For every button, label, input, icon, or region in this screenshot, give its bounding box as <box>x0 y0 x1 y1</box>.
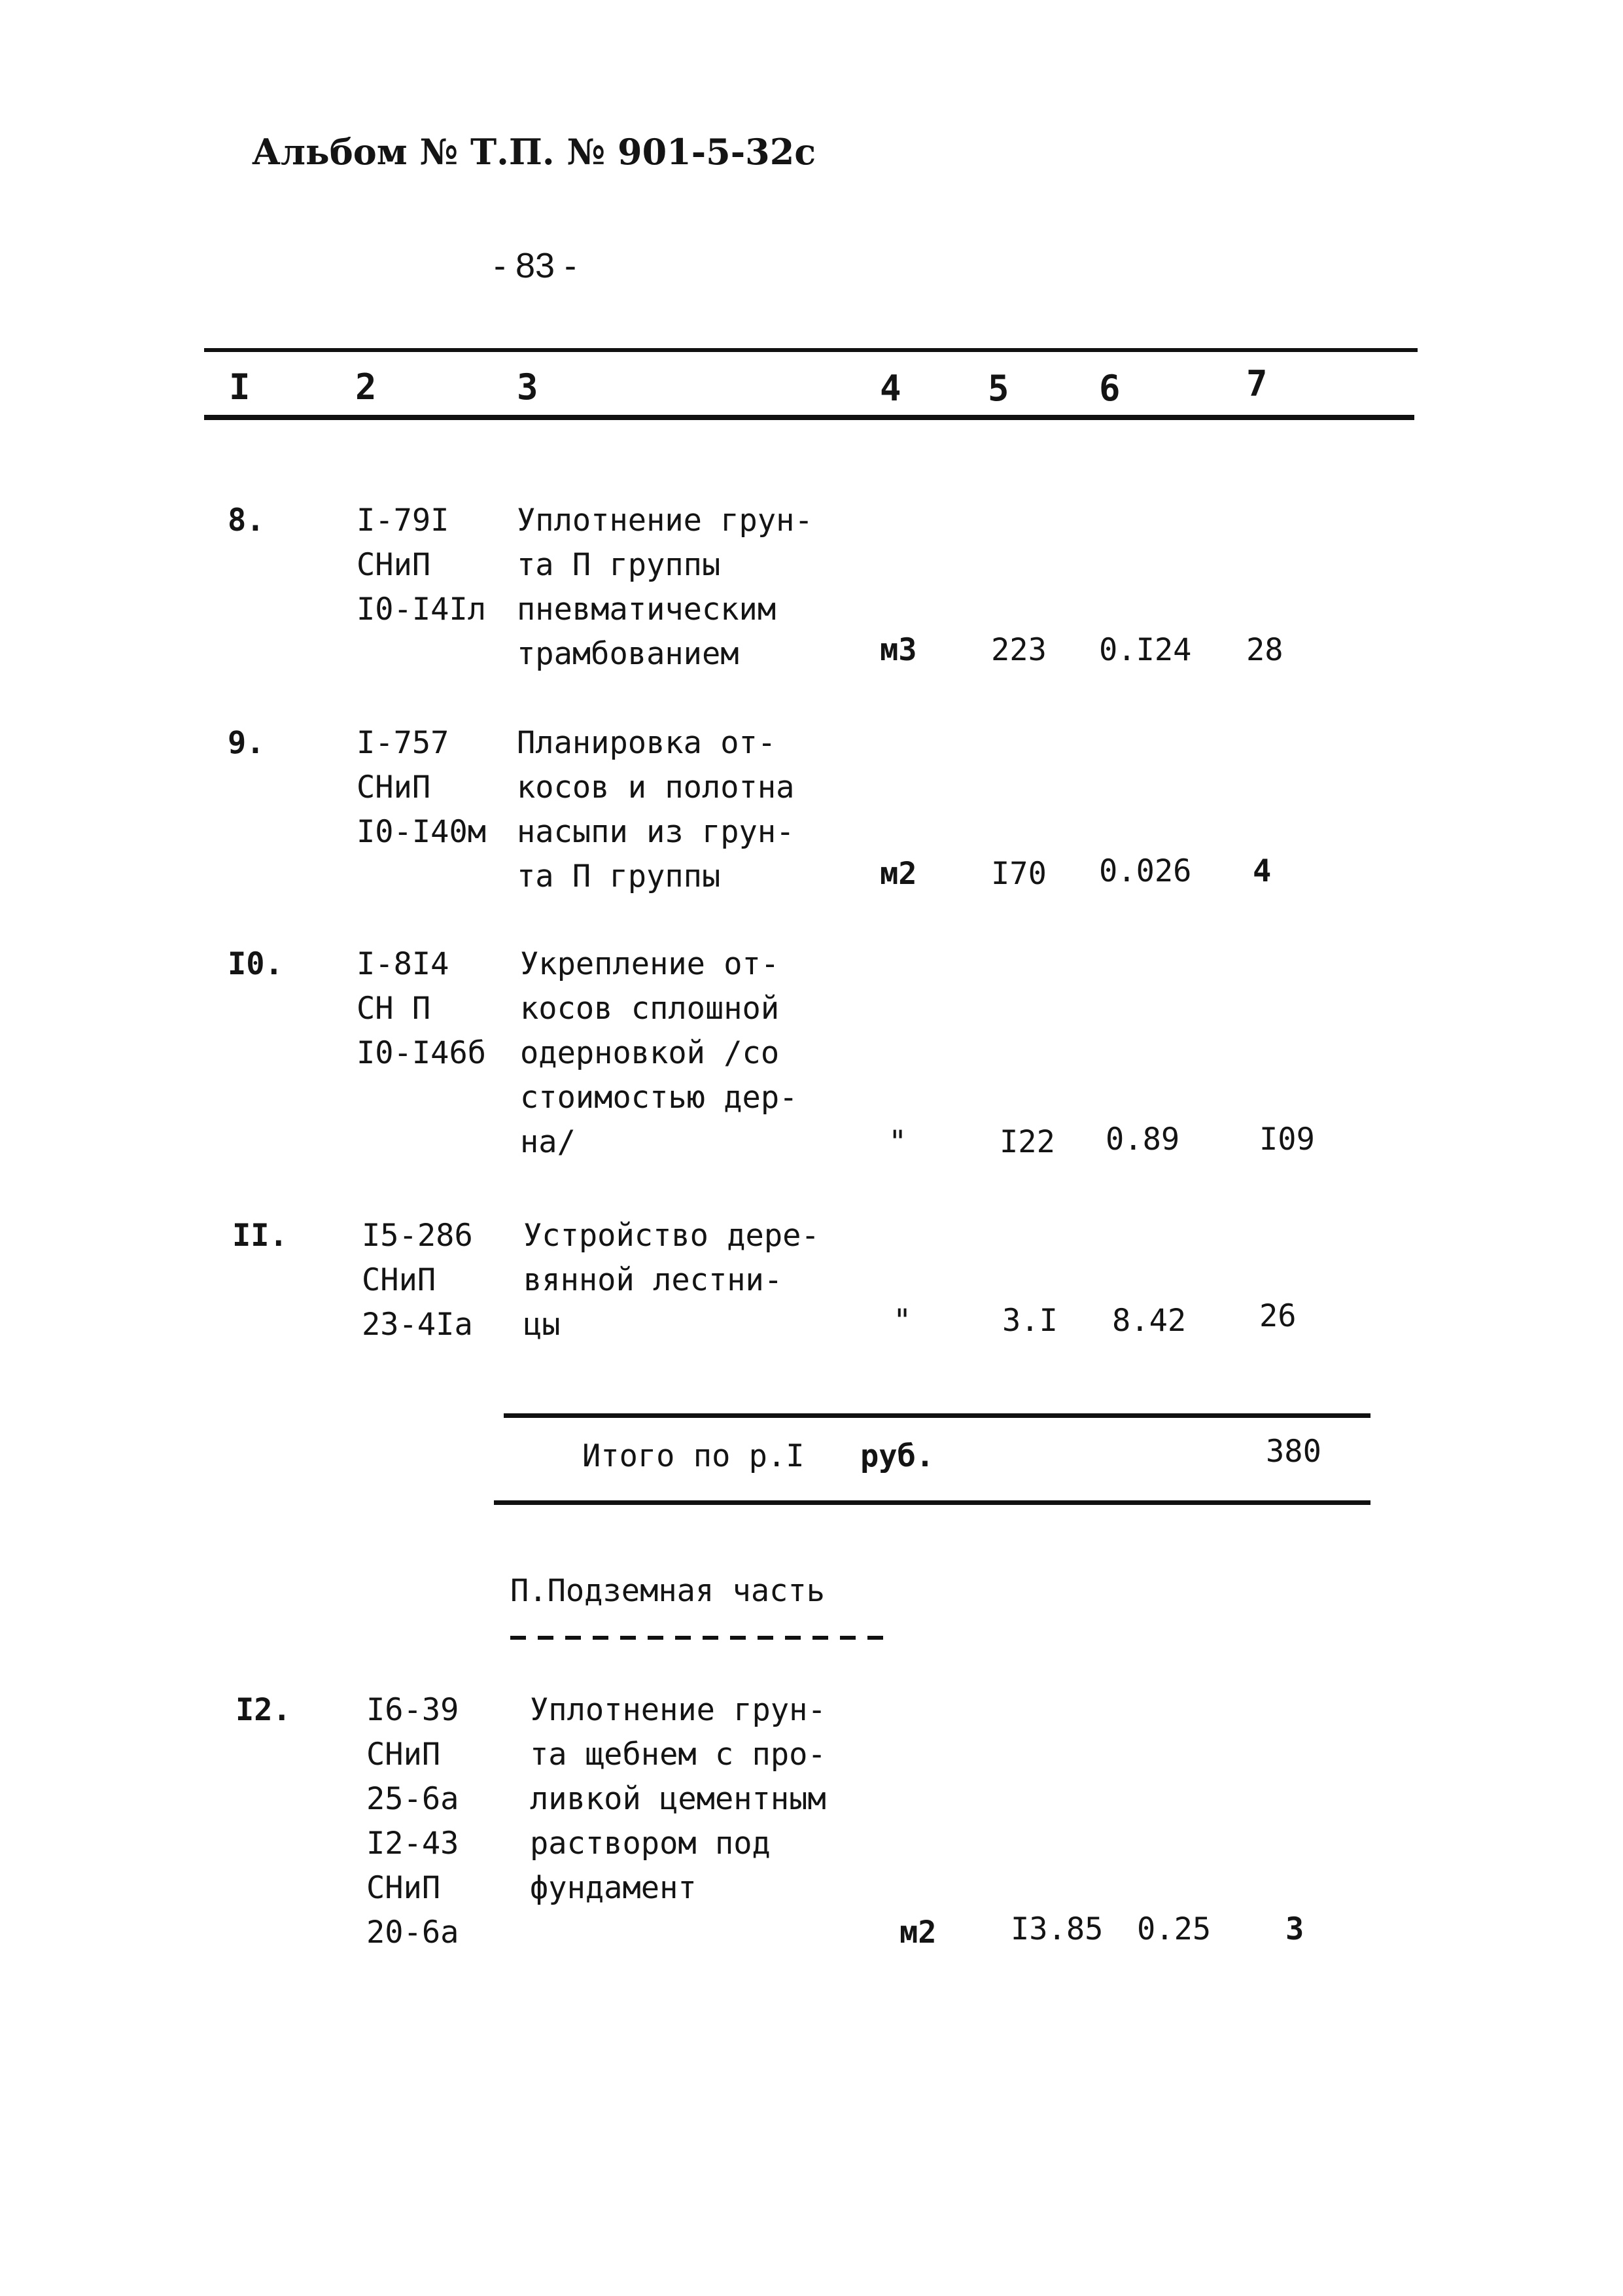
section-underline-dash <box>730 1636 746 1640</box>
section-underline-dash <box>758 1636 773 1640</box>
row-number: I0. <box>228 946 283 982</box>
row-total: 3 <box>1285 1911 1304 1947</box>
section-underline-dash <box>675 1636 691 1640</box>
row-total: 4 <box>1253 853 1272 889</box>
subtotal-unit: руб. <box>860 1438 935 1474</box>
section-underline-dash <box>565 1636 581 1640</box>
row-unit-ditto: " <box>888 1124 907 1160</box>
col-header-2: 2 <box>355 366 377 408</box>
row-code: I5-286 СНиП 23-4Iа <box>362 1218 473 1343</box>
row-unit: м2 <box>899 1915 937 1951</box>
col-header-3: 3 <box>517 366 538 408</box>
page-number: - 83 - <box>494 246 577 285</box>
section-underline-dash <box>620 1636 636 1640</box>
row-code: I-757 СНиП I0-I40м <box>357 725 487 850</box>
row-quantity: 223 <box>991 632 1047 668</box>
section-underline-dash <box>593 1636 608 1640</box>
section-underline-dash <box>648 1636 663 1640</box>
row-total: 28 <box>1246 632 1283 668</box>
section-underline-dash <box>703 1636 718 1640</box>
subtotal-label: Итого по р.I <box>582 1438 805 1474</box>
row-unit-price: 8.42 <box>1112 1303 1187 1339</box>
header-bottom-rule <box>204 415 1414 420</box>
section-underline-dash <box>510 1636 526 1640</box>
row-description: Укрепление от- косов сплошной одерновкой /со стоимостью дер- на/ <box>520 946 798 1160</box>
section-underline-dash <box>812 1636 828 1640</box>
row-code: I6-39 СНиП 25-6а I2-43 СНиП 20-6а <box>366 1692 459 1951</box>
row-code: I-79I СНиП I0-I4Iл <box>357 503 487 627</box>
row-total: I09 <box>1259 1122 1315 1157</box>
row-number: 9. <box>228 725 265 761</box>
row-description: Уплотнение грун- та щебнем с про- ливкой цементным раствором под фундамент <box>530 1692 826 1906</box>
subtotal-top-rule <box>504 1413 1370 1418</box>
section-underline-dash <box>867 1636 883 1640</box>
row-unit: м3 <box>880 632 917 668</box>
section-underline-dash <box>538 1636 553 1640</box>
row-quantity: 3.I <box>1002 1303 1058 1339</box>
row-quantity: I3.85 <box>1011 1911 1104 1947</box>
section-underline-dash <box>840 1636 856 1640</box>
section-title: П.Подземная часть <box>510 1573 826 1609</box>
subtotal-bottom-rule <box>494 1500 1370 1505</box>
row-unit: м2 <box>880 856 917 892</box>
col-header-5: 5 <box>988 368 1009 409</box>
album-reference: Альбом № Т.П. № 901-5-32с <box>252 131 816 173</box>
col-header-6: 6 <box>1099 368 1121 409</box>
row-number: 8. <box>228 503 265 539</box>
row-unit-ditto: " <box>893 1303 912 1339</box>
row-unit-price: 0.026 <box>1099 853 1192 889</box>
subtotal-total: 380 <box>1266 1434 1321 1470</box>
row-unit-price: 0.I24 <box>1099 632 1192 668</box>
row-quantity: I22 <box>1000 1124 1055 1160</box>
row-quantity: I70 <box>991 856 1047 892</box>
row-total: 26 <box>1259 1298 1297 1334</box>
row-description: Устройство дере- вянной лестни- цы <box>523 1218 820 1343</box>
row-number: I2. <box>236 1692 291 1728</box>
section-underline-dash <box>785 1636 801 1640</box>
header-top-rule <box>204 348 1418 352</box>
col-header-7: 7 <box>1246 363 1268 404</box>
row-description: Планировка от- косов и полотна насыпи из грун- та П группы <box>517 725 795 894</box>
row-description: Уплотнение грун- та П группы пневматическим трамбованием <box>517 503 813 672</box>
row-unit-price: 0.89 <box>1106 1122 1180 1157</box>
col-header-4: 4 <box>880 368 901 409</box>
col-header-1: I <box>229 366 251 408</box>
row-number: II. <box>232 1218 288 1254</box>
row-unit-price: 0.25 <box>1137 1911 1212 1947</box>
row-code: I-8I4 СН П I0-I46б <box>357 946 487 1071</box>
